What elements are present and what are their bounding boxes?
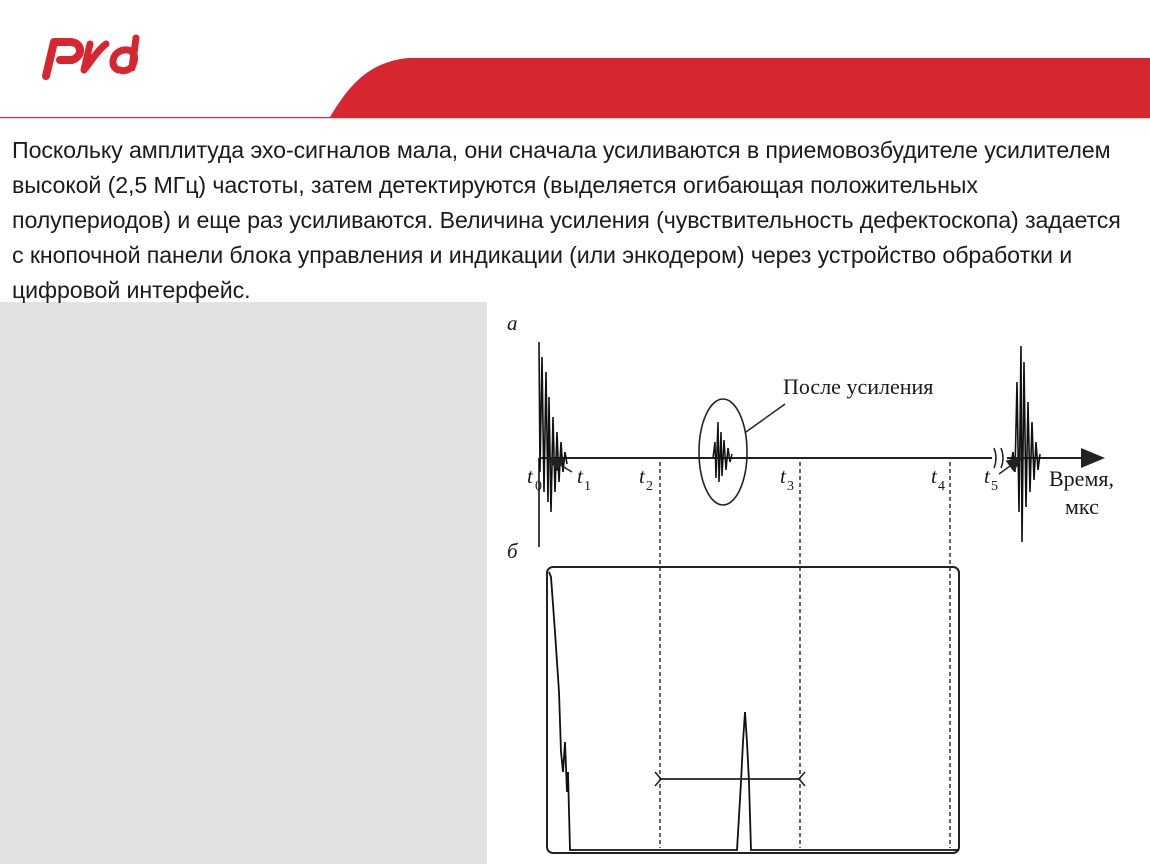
svg-text:t: t — [931, 464, 937, 488]
end-pulse — [1011, 346, 1040, 542]
callout-label: После усиления — [783, 374, 934, 399]
svg-text:t: t — [577, 464, 583, 488]
svg-text:2: 2 — [646, 479, 653, 494]
axis-break-icon — [994, 448, 1003, 468]
svg-text:0: 0 — [535, 479, 542, 494]
svg-text:1: 1 — [584, 479, 591, 494]
svg-text:t: t — [780, 464, 786, 488]
header-band — [0, 0, 1150, 130]
time-mark-t2 — [639, 464, 653, 494]
panel-b-label: б — [507, 539, 518, 563]
screen-frame — [547, 567, 959, 853]
small-echo — [713, 422, 732, 482]
header-divider-line — [0, 117, 1150, 118]
gate-right-cap — [799, 772, 805, 786]
axis-label-line1: Время, — [1049, 466, 1114, 491]
time-mark-t5 — [984, 464, 998, 494]
svg-text:t: t — [527, 464, 533, 488]
time-mark-t3 — [780, 464, 794, 494]
red-swoosh-band — [330, 58, 1150, 117]
time-mark-t1 — [577, 464, 591, 494]
ultrasound-diagram — [487, 302, 1150, 864]
axis-label-line2: мкс — [1065, 494, 1099, 519]
gate-left-cap — [655, 772, 661, 786]
rzd-logo-icon — [40, 30, 152, 80]
figure-panel — [487, 302, 1150, 864]
svg-text:t: t — [984, 464, 990, 488]
callout-line — [746, 404, 785, 432]
main-paragraph: Поскольку амплитуда эхо-сигналов мала, они сначала усиливаются в приемовозбудителе усилителем высокой (2,5 МГц) частоты, затем детектируются (выделяется огибающая положительных полупериодов) и еще раз усиливаются. Величина усиления (чувствительность дефектоскопа) задается с кнопочной панели блока управления и индикации (или энкодером) через устройство обработки и цифровой интерфейс. — [12, 137, 1121, 303]
svg-text:4: 4 — [938, 479, 945, 494]
envelope-trace — [549, 572, 959, 850]
time-mark-t4 — [931, 464, 945, 494]
svg-text:t: t — [639, 464, 645, 488]
svg-text:5: 5 — [991, 479, 998, 494]
panel-a-label: а — [507, 311, 518, 335]
initial-pulse — [539, 342, 567, 512]
svg-text:3: 3 — [787, 479, 794, 494]
